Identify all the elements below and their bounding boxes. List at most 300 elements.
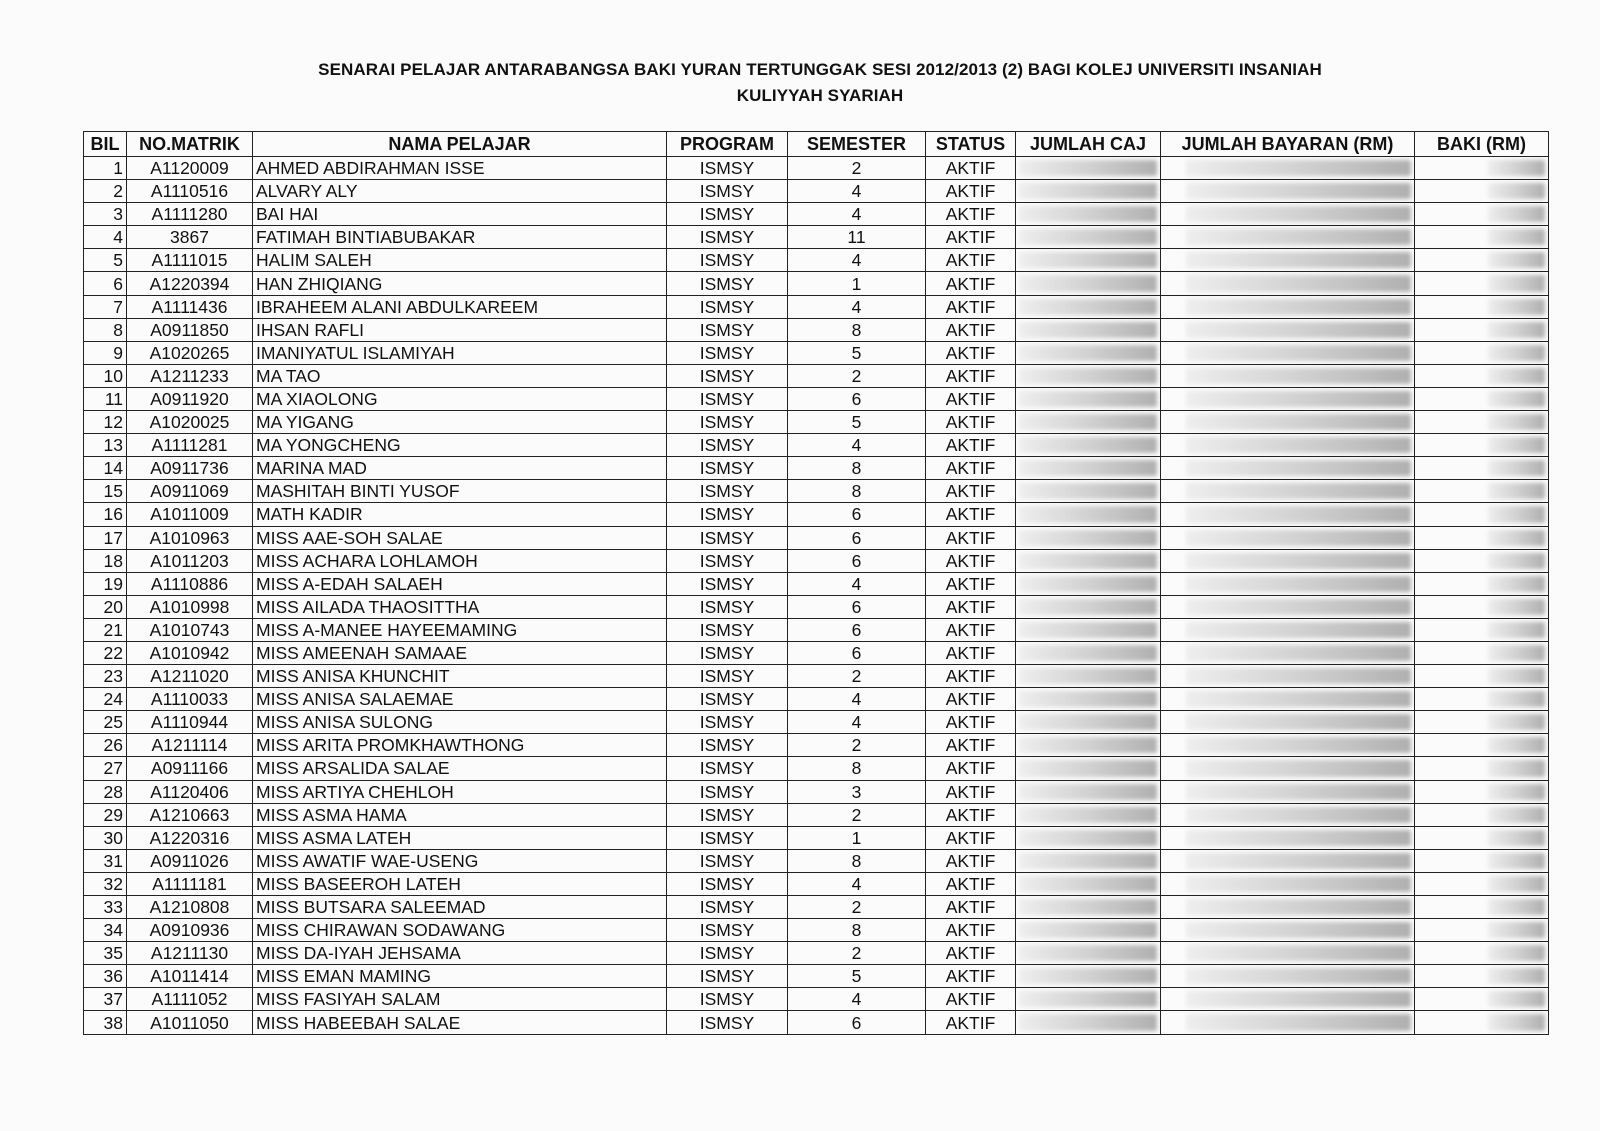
cell-bil: 37 [84,988,127,1011]
cell-matrik: A1211020 [127,665,253,688]
redaction-blur [1186,599,1411,615]
cell-jumlah-caj-redacted [1016,526,1161,549]
redaction-blur [1488,714,1545,730]
cell-semester: 5 [788,965,926,988]
redaction-blur [1186,1014,1411,1030]
cell-jumlah-caj-redacted [1016,757,1161,780]
cell-baki-redacted [1415,526,1549,549]
cell-jumlah-bayaran-redacted [1161,526,1415,549]
cell-program: ISMSY [667,157,788,180]
cell-jumlah-caj-redacted [1016,364,1161,387]
cell-program: ISMSY [667,503,788,526]
cell-bil: 1 [84,157,127,180]
cell-jumlah-caj-redacted [1016,688,1161,711]
cell-semester: 1 [788,826,926,849]
redaction-blur [1019,437,1157,453]
redaction-blur [1488,922,1545,938]
cell-nama: MISS AILADA THAOSITTHA [253,595,667,618]
cell-status: AKTIF [926,826,1016,849]
cell-jumlah-bayaran-redacted [1161,688,1415,711]
cell-bil: 22 [84,641,127,664]
cell-semester: 6 [788,526,926,549]
cell-matrik: A1110516 [127,180,253,203]
table-row [84,896,1549,919]
cell-bil: 2 [84,180,127,203]
cell-program: ISMSY [667,480,788,503]
cell-nama: MA XIAOLONG [253,387,667,410]
cell-jumlah-bayaran-redacted [1161,780,1415,803]
cell-bil: 30 [84,826,127,849]
redaction-blur [1488,437,1545,453]
cell-nama: MISS ARITA PROMKHAWTHONG [253,734,667,757]
cell-bil: 16 [84,503,127,526]
cell-jumlah-bayaran-redacted [1161,711,1415,734]
cell-semester: 2 [788,803,926,826]
cell-matrik: A1111280 [127,203,253,226]
redaction-blur [1186,691,1411,707]
redaction-blur [1186,252,1411,268]
cell-matrik: A0911920 [127,387,253,410]
cell-baki-redacted [1415,942,1549,965]
cell-nama: MISS A-MANEE HAYEEMAMING [253,618,667,641]
cell-matrik: A1011414 [127,965,253,988]
cell-jumlah-caj-redacted [1016,734,1161,757]
table-row [84,780,1549,803]
cell-nama: IMANIYATUL ISLAMIYAH [253,341,667,364]
redaction-blur [1488,1014,1545,1030]
cell-jumlah-bayaran-redacted [1161,665,1415,688]
cell-nama: MARINA MAD [253,457,667,480]
cell-matrik: A1010743 [127,618,253,641]
redaction-blur [1019,645,1157,661]
cell-bil: 31 [84,849,127,872]
table-row [84,572,1549,595]
cell-program: ISMSY [667,803,788,826]
header-jumlah-bayaran: JUMLAH BAYARAN (RM) [1161,132,1415,157]
cell-jumlah-caj-redacted [1016,896,1161,919]
table-row [84,849,1549,872]
table-row [84,872,1549,895]
cell-matrik: A0911026 [127,849,253,872]
cell-program: ISMSY [667,826,788,849]
cell-matrik: A1120406 [127,780,253,803]
redaction-blur [1488,506,1545,522]
cell-semester: 4 [788,872,926,895]
cell-matrik: A1110033 [127,688,253,711]
cell-matrik: A0911736 [127,457,253,480]
cell-program: ISMSY [667,618,788,641]
cell-jumlah-caj-redacted [1016,387,1161,410]
cell-jumlah-caj-redacted [1016,480,1161,503]
redaction-blur [1019,599,1157,615]
cell-baki-redacted [1415,803,1549,826]
table-row [84,526,1549,549]
cell-nama: MA TAO [253,364,667,387]
cell-jumlah-caj-redacted [1016,826,1161,849]
cell-nama: MASHITAH BINTI YUSOF [253,480,667,503]
cell-semester: 4 [788,711,926,734]
redaction-blur [1019,784,1157,800]
cell-matrik: A1211233 [127,364,253,387]
table-row [84,965,1549,988]
cell-bil: 15 [84,480,127,503]
table-row [84,1011,1549,1034]
cell-bil: 27 [84,757,127,780]
cell-jumlah-bayaran-redacted [1161,480,1415,503]
cell-matrik: A1111436 [127,295,253,318]
redaction-blur [1019,991,1157,1007]
cell-matrik: A1111281 [127,434,253,457]
cell-baki-redacted [1415,665,1549,688]
cell-jumlah-caj-redacted [1016,942,1161,965]
cell-matrik: A1210663 [127,803,253,826]
cell-status: AKTIF [926,341,1016,364]
cell-jumlah-bayaran-redacted [1161,434,1415,457]
redaction-blur [1019,576,1157,592]
table-row [84,272,1549,295]
cell-baki-redacted [1415,364,1549,387]
redaction-blur [1186,876,1411,892]
redaction-blur [1019,714,1157,730]
cell-nama: IHSAN RAFLI [253,318,667,341]
redaction-blur [1186,183,1411,199]
redaction-blur [1488,945,1545,961]
cell-nama: IBRAHEEM ALANI ABDULKAREEM [253,295,667,318]
cell-jumlah-bayaran-redacted [1161,965,1415,988]
cell-matrik: A0911166 [127,757,253,780]
redaction-blur [1019,899,1157,915]
redaction-blur [1019,853,1157,869]
cell-jumlah-bayaran-redacted [1161,757,1415,780]
cell-program: ISMSY [667,180,788,203]
cell-nama: MATH KADIR [253,503,667,526]
cell-baki-redacted [1415,272,1549,295]
redaction-blur [1019,945,1157,961]
cell-jumlah-bayaran-redacted [1161,503,1415,526]
cell-baki-redacted [1415,157,1549,180]
cell-baki-redacted [1415,711,1549,734]
table-row [84,203,1549,226]
table-row [84,988,1549,1011]
table-row [84,919,1549,942]
cell-matrik: A1220394 [127,272,253,295]
redaction-blur [1488,183,1545,199]
cell-program: ISMSY [667,249,788,272]
redaction-blur [1488,160,1545,176]
cell-baki-redacted [1415,734,1549,757]
cell-bil: 26 [84,734,127,757]
cell-jumlah-caj-redacted [1016,919,1161,942]
cell-nama: HAN ZHIQIANG [253,272,667,295]
cell-baki-redacted [1415,595,1549,618]
cell-program: ISMSY [667,411,788,434]
cell-bil: 20 [84,595,127,618]
cell-baki-redacted [1415,318,1549,341]
cell-semester: 5 [788,411,926,434]
cell-jumlah-caj-redacted [1016,803,1161,826]
cell-bil: 34 [84,919,127,942]
cell-nama: MISS ASMA LATEH [253,826,667,849]
cell-jumlah-bayaran-redacted [1161,341,1415,364]
cell-semester: 8 [788,318,926,341]
cell-status: AKTIF [926,1011,1016,1034]
table-row [84,595,1549,618]
cell-nama: ALVARY ALY [253,180,667,203]
cell-jumlah-caj-redacted [1016,457,1161,480]
redaction-blur [1019,483,1157,499]
cell-nama: MISS FASIYAH SALAM [253,988,667,1011]
cell-jumlah-caj-redacted [1016,965,1161,988]
cell-jumlah-bayaran-redacted [1161,849,1415,872]
cell-program: ISMSY [667,457,788,480]
redaction-blur [1488,252,1545,268]
cell-semester: 8 [788,457,926,480]
redaction-blur [1019,668,1157,684]
cell-matrik: A1210808 [127,896,253,919]
table-row [84,364,1549,387]
redaction-blur [1019,830,1157,846]
cell-program: ISMSY [667,896,788,919]
cell-program: ISMSY [667,341,788,364]
cell-semester: 8 [788,757,926,780]
cell-jumlah-caj-redacted [1016,180,1161,203]
document-title: SENARAI PELAJAR ANTARABANGSA BAKI YURAN TERTUNGGAK SESI 2012/2013 (2) BAGI KOLEJ UNIVERSITI INSANIAH [318,60,1322,79]
cell-nama: MISS DA-IYAH JEHSAMA [253,942,667,965]
cell-baki-redacted [1415,434,1549,457]
cell-baki-redacted [1415,226,1549,249]
redaction-blur [1186,506,1411,522]
cell-jumlah-bayaran-redacted [1161,803,1415,826]
cell-bil: 32 [84,872,127,895]
cell-jumlah-bayaran-redacted [1161,826,1415,849]
cell-status: AKTIF [926,896,1016,919]
cell-baki-redacted [1415,387,1549,410]
table-header-row [84,132,1549,157]
student-arrears-table [83,131,1549,1035]
cell-jumlah-caj-redacted [1016,226,1161,249]
redaction-blur [1186,160,1411,176]
cell-bil: 5 [84,249,127,272]
redaction-blur [1488,807,1545,823]
cell-baki-redacted [1415,1011,1549,1034]
redaction-blur [1019,275,1157,291]
redaction-blur [1488,206,1545,222]
cell-baki-redacted [1415,618,1549,641]
cell-bil: 35 [84,942,127,965]
redaction-blur [1488,784,1545,800]
redaction-blur [1488,483,1545,499]
redaction-blur [1186,830,1411,846]
redaction-blur [1186,206,1411,222]
redaction-blur [1186,922,1411,938]
redaction-blur [1488,345,1545,361]
cell-semester: 6 [788,1011,926,1034]
cell-baki-redacted [1415,203,1549,226]
cell-matrik: A1220316 [127,826,253,849]
cell-semester: 6 [788,641,926,664]
cell-baki-redacted [1415,896,1549,919]
redaction-blur [1488,576,1545,592]
redaction-blur [1488,553,1545,569]
table-row [84,480,1549,503]
cell-status: AKTIF [926,272,1016,295]
cell-jumlah-caj-redacted [1016,318,1161,341]
redaction-blur [1186,437,1411,453]
cell-jumlah-bayaran-redacted [1161,618,1415,641]
cell-jumlah-caj-redacted [1016,572,1161,595]
redaction-blur [1488,460,1545,476]
table-row [84,226,1549,249]
cell-bil: 21 [84,618,127,641]
cell-semester: 11 [788,226,926,249]
cell-bil: 13 [84,434,127,457]
cell-status: AKTIF [926,641,1016,664]
cell-program: ISMSY [667,1011,788,1034]
cell-status: AKTIF [926,988,1016,1011]
redaction-blur [1186,784,1411,800]
redaction-blur [1186,991,1411,1007]
cell-jumlah-caj-redacted [1016,711,1161,734]
cell-matrik: A1111181 [127,872,253,895]
cell-semester: 2 [788,734,926,757]
cell-jumlah-bayaran-redacted [1161,896,1415,919]
cell-semester: 6 [788,595,926,618]
cell-semester: 4 [788,203,926,226]
cell-jumlah-bayaran-redacted [1161,641,1415,664]
redaction-blur [1186,322,1411,338]
redaction-blur [1488,691,1545,707]
cell-program: ISMSY [667,549,788,572]
cell-jumlah-caj-redacted [1016,595,1161,618]
cell-nama: MISS ANISA KHUNCHIT [253,665,667,688]
cell-baki-redacted [1415,849,1549,872]
cell-nama: MISS ANISA SALAEMAE [253,688,667,711]
cell-matrik: A1111052 [127,988,253,1011]
cell-jumlah-bayaran-redacted [1161,411,1415,434]
cell-bil: 36 [84,965,127,988]
cell-semester: 8 [788,480,926,503]
cell-status: AKTIF [926,711,1016,734]
redaction-blur [1019,252,1157,268]
cell-program: ISMSY [667,272,788,295]
redaction-blur [1488,760,1545,776]
table-row [84,457,1549,480]
cell-status: AKTIF [926,572,1016,595]
cell-bil: 14 [84,457,127,480]
cell-program: ISMSY [667,780,788,803]
cell-semester: 1 [788,272,926,295]
table-row [84,688,1549,711]
cell-bil: 12 [84,411,127,434]
cell-program: ISMSY [667,734,788,757]
redaction-blur [1186,737,1411,753]
cell-status: AKTIF [926,157,1016,180]
cell-matrik: A0910936 [127,919,253,942]
cell-matrik: A1211130 [127,942,253,965]
redaction-blur [1488,322,1545,338]
redaction-blur [1488,368,1545,384]
cell-jumlah-caj-redacted [1016,434,1161,457]
redaction-blur [1186,899,1411,915]
cell-matrik: A1010942 [127,641,253,664]
cell-baki-redacted [1415,457,1549,480]
header-baki: BAKI (RM) [1415,132,1549,157]
cell-jumlah-caj-redacted [1016,549,1161,572]
cell-matrik: A1211114 [127,734,253,757]
document-subtitle: KULIYYAH SYARIAH [736,86,904,105]
redaction-blur [1019,553,1157,569]
cell-program: ISMSY [667,595,788,618]
cell-nama: MISS AWATIF WAE-USENG [253,849,667,872]
cell-nama: MISS ANISA SULONG [253,711,667,734]
cell-semester: 6 [788,503,926,526]
redaction-blur [1019,183,1157,199]
cell-status: AKTIF [926,780,1016,803]
cell-nama: MA YIGANG [253,411,667,434]
cell-baki-redacted [1415,572,1549,595]
cell-matrik: A1020265 [127,341,253,364]
cell-jumlah-bayaran-redacted [1161,549,1415,572]
cell-bil: 24 [84,688,127,711]
cell-status: AKTIF [926,618,1016,641]
table-row [84,387,1549,410]
redaction-blur [1186,460,1411,476]
cell-jumlah-caj-redacted [1016,341,1161,364]
cell-jumlah-bayaran-redacted [1161,919,1415,942]
redaction-blur [1186,391,1411,407]
cell-bil: 28 [84,780,127,803]
table-row [84,249,1549,272]
cell-baki-redacted [1415,295,1549,318]
cell-semester: 2 [788,896,926,919]
redaction-blur [1488,275,1545,291]
redaction-blur [1019,160,1157,176]
redaction-blur [1186,714,1411,730]
cell-program: ISMSY [667,919,788,942]
table-row [84,734,1549,757]
table-row [84,641,1549,664]
cell-program: ISMSY [667,757,788,780]
cell-matrik: A1110944 [127,711,253,734]
cell-baki-redacted [1415,180,1549,203]
redaction-blur [1488,830,1545,846]
cell-status: AKTIF [926,318,1016,341]
cell-program: ISMSY [667,387,788,410]
cell-baki-redacted [1415,688,1549,711]
cell-matrik: A1011050 [127,1011,253,1034]
cell-status: AKTIF [926,872,1016,895]
cell-status: AKTIF [926,434,1016,457]
cell-status: AKTIF [926,457,1016,480]
cell-jumlah-caj-redacted [1016,641,1161,664]
redaction-blur [1019,530,1157,546]
redaction-blur [1488,899,1545,915]
header-jumlah-caj: JUMLAH CAJ [1016,132,1161,157]
redaction-blur [1019,460,1157,476]
cell-program: ISMSY [667,711,788,734]
cell-baki-redacted [1415,826,1549,849]
cell-baki-redacted [1415,965,1549,988]
redaction-blur [1019,807,1157,823]
table-row [84,180,1549,203]
cell-program: ISMSY [667,665,788,688]
redaction-blur [1019,760,1157,776]
cell-jumlah-caj-redacted [1016,272,1161,295]
redaction-blur [1186,945,1411,961]
cell-jumlah-bayaran-redacted [1161,272,1415,295]
cell-program: ISMSY [667,364,788,387]
cell-semester: 6 [788,387,926,410]
